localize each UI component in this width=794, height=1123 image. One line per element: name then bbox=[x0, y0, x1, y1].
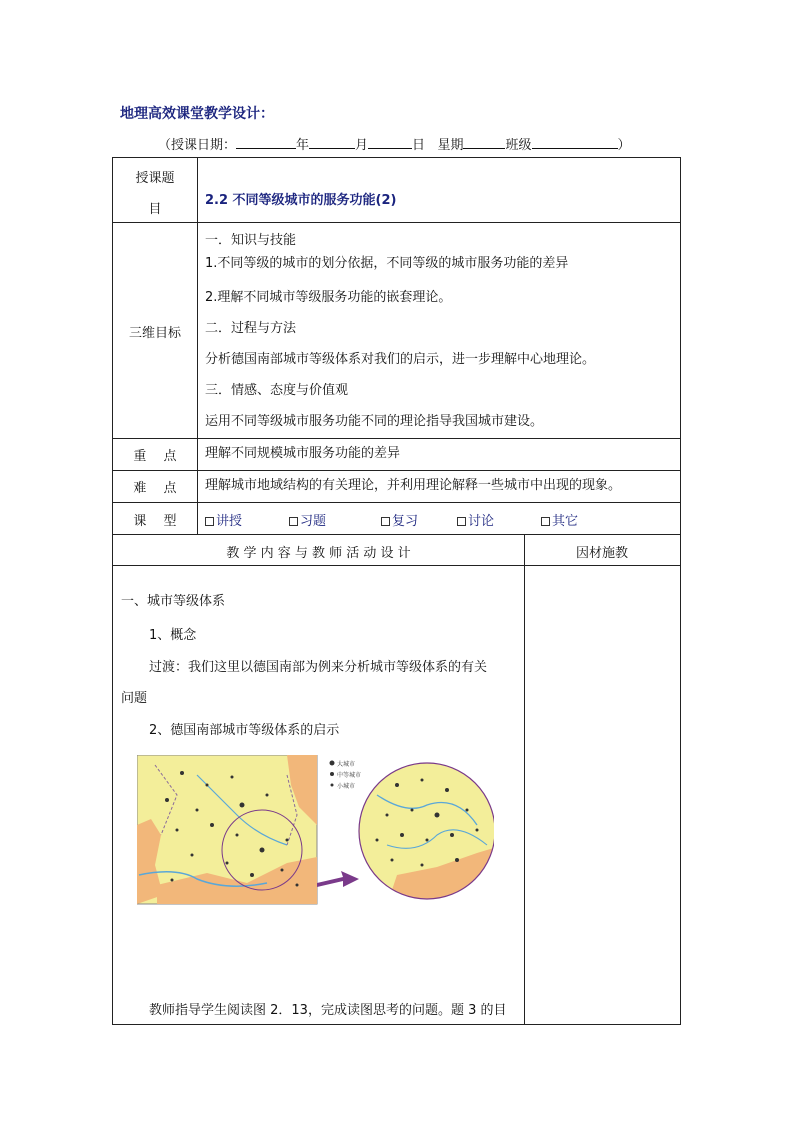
weekday-blank bbox=[463, 136, 505, 149]
date-line: （授课日期： 年 月 日 星期 班级 ） bbox=[158, 138, 631, 153]
section-heading: 一、城市等级体系 bbox=[121, 594, 226, 609]
row-rule bbox=[113, 222, 680, 223]
goal-line: 一．知识与技能 bbox=[205, 233, 297, 248]
topic-label-1: 授课题 bbox=[135, 171, 175, 186]
lesson-title: 2.2 不同等级城市的服务功能(2) bbox=[205, 193, 397, 208]
row-rule bbox=[113, 438, 680, 439]
legend-small-city: 小城市 bbox=[337, 783, 356, 790]
label-column-rule bbox=[197, 158, 198, 534]
lesson-type-discussion[interactable]: 讨论 bbox=[457, 510, 494, 529]
legend-large-city: 大城市 bbox=[337, 761, 356, 768]
goal-line: 运用不同等级城市服务功能不同的理论指导我国城市建设。 bbox=[205, 414, 544, 429]
lesson-type-exercise[interactable]: 习题 bbox=[289, 510, 326, 529]
row-rule bbox=[113, 565, 680, 566]
checkbox-icon bbox=[457, 517, 466, 526]
goal-line: 1.不同等级的城市的划分依据，不同等级的城市服务功能的差异 bbox=[205, 256, 569, 271]
lesson-type-lecture[interactable]: 讲授 bbox=[205, 510, 242, 529]
lesson-type-label: 课 型 bbox=[133, 514, 177, 529]
map-legend bbox=[330, 760, 362, 790]
key-point-label: 重 点 bbox=[133, 449, 177, 464]
transition-text-cont: 问题 bbox=[121, 691, 148, 706]
germany-city-hierarchy-map bbox=[137, 755, 494, 908]
lesson-plan-table bbox=[112, 157, 681, 1025]
content-header: 教 学 内 容 与 教 师 活 动 设 计 bbox=[226, 546, 411, 561]
concept-item: 1、概念 bbox=[149, 628, 197, 643]
checkbox-icon bbox=[381, 517, 390, 526]
goal-line: 2.理解不同城市等级服务功能的嵌套理论。 bbox=[205, 290, 452, 305]
germany-item: 2、德国南部城市等级体系的启示 bbox=[149, 723, 340, 738]
legend-medium-city: 中等城市 bbox=[337, 772, 362, 779]
checkbox-icon bbox=[289, 517, 298, 526]
row-rule bbox=[113, 534, 680, 535]
day-blank bbox=[368, 136, 412, 149]
small-city-marker bbox=[331, 784, 334, 787]
goals-label: 三维目标 bbox=[128, 326, 181, 341]
key-point-value: 理解不同规模城市服务功能的差异 bbox=[205, 446, 401, 461]
side-header: 因材施教 bbox=[575, 546, 628, 561]
year-blank bbox=[236, 136, 296, 149]
checkbox-icon bbox=[541, 517, 550, 526]
row-rule bbox=[113, 470, 680, 471]
difficulty-value: 理解城市地域结构的有关理论，并利用理论解释一些城市中出现的现象。 bbox=[205, 478, 622, 493]
arrow-icon bbox=[317, 871, 359, 887]
goal-line: 二．过程与方法 bbox=[205, 321, 297, 336]
goal-line: 三．情感、态度与价值观 bbox=[205, 383, 349, 398]
map-figure bbox=[137, 755, 494, 908]
goal-line: 分析德国南部城市等级体系对我们的启示，进一步理解中心地理论。 bbox=[205, 352, 596, 367]
lesson-type-review[interactable]: 复习 bbox=[381, 510, 418, 529]
large-city-marker bbox=[330, 761, 335, 766]
document-title: 地理高效课堂教学设计： bbox=[120, 106, 274, 122]
row-rule bbox=[113, 502, 680, 503]
checkbox-icon bbox=[205, 517, 214, 526]
guide-text: 教师指导学生阅读图 2．13，完成读图思考的问题。题 3 的目 bbox=[149, 1003, 507, 1018]
class-blank bbox=[532, 136, 618, 149]
month-blank bbox=[309, 136, 355, 149]
topic-label-2: 目 bbox=[148, 202, 162, 217]
difficulty-label: 难 点 bbox=[133, 481, 177, 496]
content-column-rule bbox=[524, 534, 525, 1024]
medium-city-marker bbox=[330, 772, 334, 776]
lesson-type-other[interactable]: 其它 bbox=[541, 510, 578, 529]
transition-text: 过渡：我们这里以德国南部为例来分析城市等级体系的有关 bbox=[149, 660, 488, 675]
